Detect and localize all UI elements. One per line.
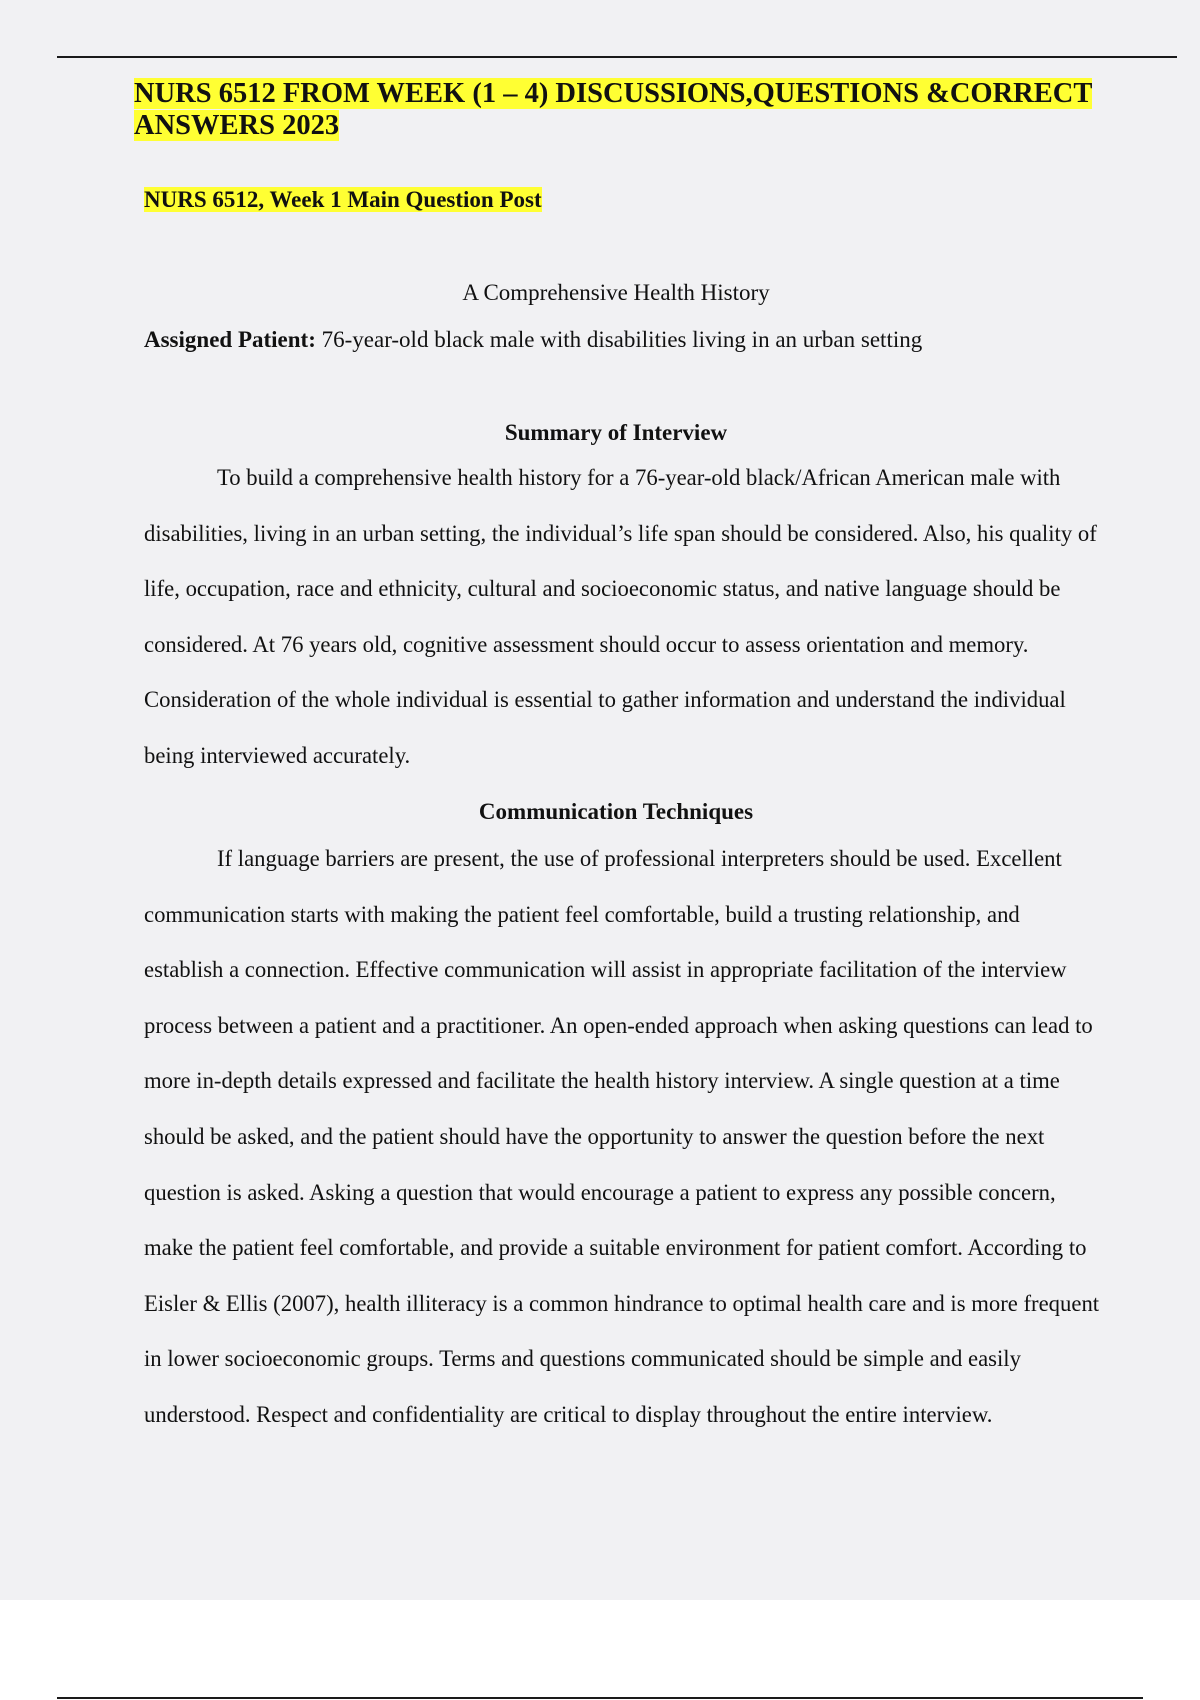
document-title (134, 78, 1134, 142)
header-rule (57, 56, 1177, 58)
assigned-patient-label: Assigned Patient: (144, 327, 316, 352)
subtitle: A Comprehensive Health History (462, 280, 770, 305)
section-paragraph-communication: If language barriers are present, the use of professional interpreters should be used. Excellent communication starts with making the patient feel comfortable, build a trusting relationship, and establish a connection. Effective communication will assist in appropriate facilitation of the interview process between a patient and a practitioner. An open-ended approach when asking questions can lead to more in-depth details expressed and facilitate the health history interview. A single question at a time should be asked, and the patient should have the opportunity to answer the question before the next question is asked. Asking a question that would encourage a patient to express any possible concern, make the patient feel comfortable, and provide a suitable environment for patient comfort. According to Eisler & Ellis (2007), health illiteracy is a common hindrance to optimal health care and is more frequent in lower socioeconomic groups. Terms and questions communicated should be simple and easily understood. Respect and confidentiality are critical to display throughout the entire interview. (144, 846, 1100, 1427)
footer-rule (57, 1697, 1143, 1699)
assigned-patient-value: 76-year-old black male with disabilities living in an urban setting (315, 327, 923, 352)
document-title-text: NURS 6512 FROM WEEK (1 – 4) DISCUSSIONS,QUESTIONS &CORRECT ANSWERS 2023 (134, 78, 1093, 141)
section-paragraph-summary: To build a comprehensive health history for a 76-year-old black/African American male with disabilities, living in an urban setting, the individual’s life span should be considered. Also, his quality of life, occupation, race and ethnicity, cultural and socioeconomic status, and native language should be considered. At 76 years old, cognitive assessment should occur to assess orientation and memory. Consideration of the whole individual is essential to gather information and understand the individual being interviewed accurately. (144, 465, 1097, 768)
section-heading-communication: Communication Techniques (478, 799, 754, 824)
post-heading-text: NURS 6512, Week 1 Main Question Post (144, 187, 542, 212)
post-heading (144, 185, 542, 215)
section-heading-summary: Summary of Interview (504, 420, 728, 445)
assigned-patient (144, 325, 1144, 355)
